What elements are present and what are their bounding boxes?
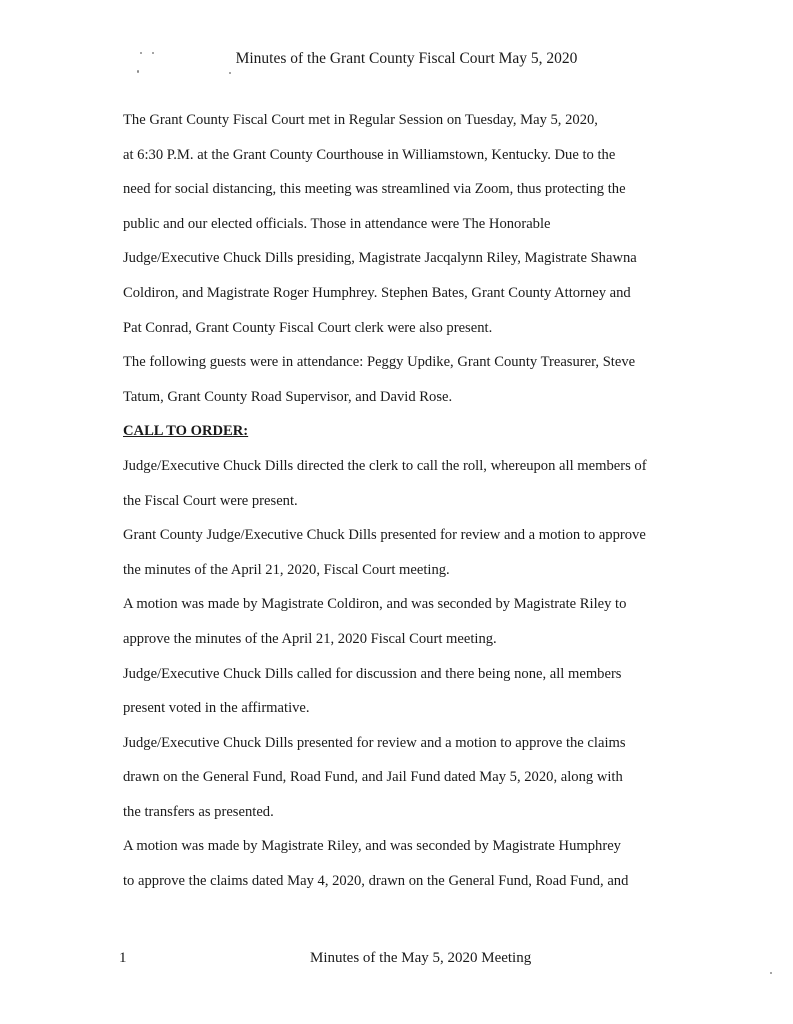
text-line: Judge/Executive Chuck Dills called for discussion and there being none, all members [123,665,622,682]
scan-speck [140,52,142,54]
text-line: The following guests were in attendance: Peggy Updike, Grant County Treasurer, Steve [123,354,636,371]
text-line: at 6:30 P.M. at the Grant County Courthouse in Williamstown, Kentucky. Due to the [123,146,616,163]
text-line: Coldiron, and Magistrate Roger Humphrey. Stephen Bates, Grant County Attorney and [123,284,631,301]
text-line: need for social distancing, this meeting was streamlined via Zoom, thus protecting the [123,181,626,198]
text-line: the minutes of the April 21, 2020, Fiscal Court meeting. [123,561,450,578]
text-line: Pat Conrad, Grant County Fiscal Court clerk were also present. [123,319,493,336]
text-line: public and our elected officials. Those in attendance were The Honorable [123,215,551,232]
text-line: to approve the claims dated May 4, 2020, drawn on the General Fund, Road Fund, and [123,873,629,890]
scan-speck [770,972,772,974]
text-line: approve the minutes of the April 21, 2020 Fiscal Court meeting. [123,630,497,647]
page-number: 1 [119,950,127,966]
section-heading: CALL TO ORDER: [123,423,249,440]
minutes-body [123,103,703,899]
text-line: Judge/Executive Chuck Dills presiding, Magistrate Jacqalynn Riley, Magistrate Shawna [123,250,637,267]
page-header [0,50,793,68]
text-line: Judge/Executive Chuck Dills directed the clerk to call the roll, whereupon all members of [123,457,647,474]
text-line: Grant County Judge/Executive Chuck Dills presented for review and a motion to approve [123,527,646,544]
text-line: Tatum, Grant County Road Supervisor, and David Rose. [123,388,453,405]
scan-speck [137,70,139,73]
text-line: present voted in the affirmative. [123,700,310,717]
text-line: A motion was made by Magistrate Riley, and was seconded by Magistrate Humphrey [123,838,621,855]
text-line: The Grant County Fiscal Court met in Regular Session on Tuesday, May 5, 2020, [123,112,598,128]
scan-speck [152,52,154,54]
text-line: the transfers as presented. [123,803,274,820]
text-line: Judge/Executive Chuck Dills presented for review and a motion to approve the claims [123,734,626,751]
scan-speck [229,72,231,74]
text-line: drawn on the General Fund, Road Fund, and Jail Fund dated May 5, 2020, along with [123,769,623,786]
footer-title: Minutes of the May 5, 2020 Meeting [310,950,532,966]
header-title: Minutes of the Grant County Fiscal Court May 5, 2020 [235,50,578,67]
text-line: A motion was made by Magistrate Coldiron, and was seconded by Magistrate Riley to [123,596,627,613]
text-line: the Fiscal Court were present. [123,492,298,509]
